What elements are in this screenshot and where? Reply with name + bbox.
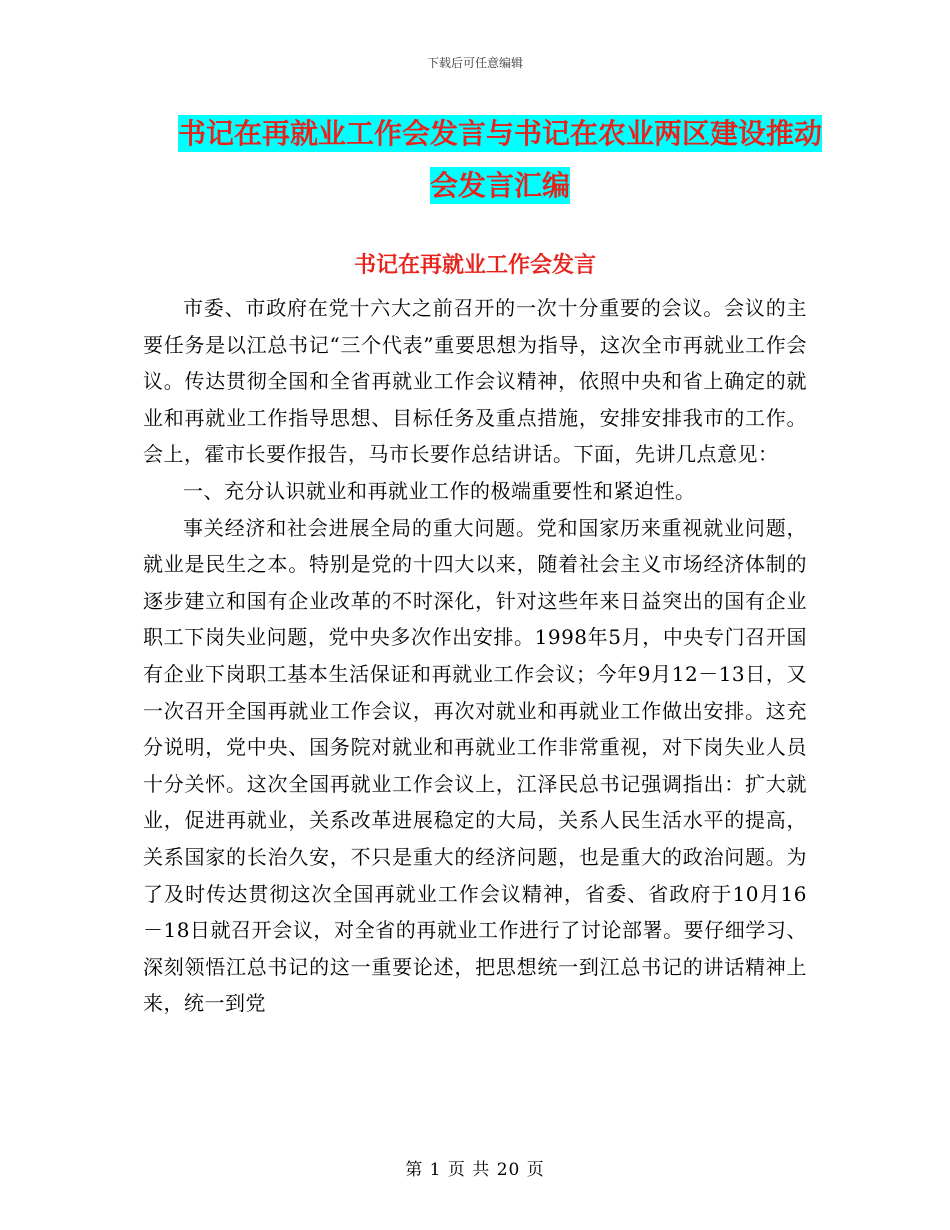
section-title: 书记在再就业工作会发言	[353, 253, 596, 278]
document-title-line1: 书记在再就业工作会发言与书记在农业两区建设推动	[177, 117, 822, 150]
paragraph: 一、充分认识就业和再就业工作的极端重要性和紧迫性。	[183, 478, 696, 503]
page-number: 第 1 页 共 20 页	[405, 1160, 545, 1180]
document-title	[140, 108, 860, 212]
document-body	[143, 290, 807, 1022]
document-title-line2: 会发言汇编	[429, 169, 570, 202]
paragraph: 事关经济和社会进展全局的重大问题。党和国家历来重视就业问题，就业是民生之本。特别是党的十四大以来，随着社会主义市场经济体制的逐步建立和国有企业改革的不时深化，针对这些年来日益突出的国有企业职工下岗失业问题，党中央多次作出安排。1998年5月，中央专门召开国有企业下岗职工基本生活保证和再就业工作会议；今年9月12－13日，又一次召开全国再就业工作会议，再次对就业和再就业工作做出安排。这充分说明，党中央、国务院对就业和再就业工作非常重视，对下岗失业人员十分关怀。这次全国再就业工作会议上，江泽民总书记强调指出：扩大就业，促进再就业，关系改革进展稳定的大局，关系人民生活水平的提高，关系国家的长治久安，不只是重大的经济问题，也是重大的政治问题。为了及时传达贯彻这次全国再就业工作会议精神，省委、省政府于10月16－18日就召开会议，对全省的再就业工作进行了讨论部署。要仔细学习、深刻领悟江总书记的这一重要论述，把思想统一到江总书记的讲话精神上来，统一到党	[143, 515, 807, 1016]
paragraph: 市委、市政府在党十六大之前召开的一次十分重要的会议。会议的主要任务是以江总书记“三个代表”重要思想为指导，这次全市再就业工作会议。传达贯彻全国和全省再就业工作会议精神，依照中央和省上确定的就业和再就业工作指导思想、目标任务及重点措施，安排安排我市的工作。会上，霍市长要作报告，马市长要作总结讲话。下面，先讲几点意见：	[143, 296, 807, 467]
header-note: 下载后可任意编辑	[426, 56, 523, 70]
